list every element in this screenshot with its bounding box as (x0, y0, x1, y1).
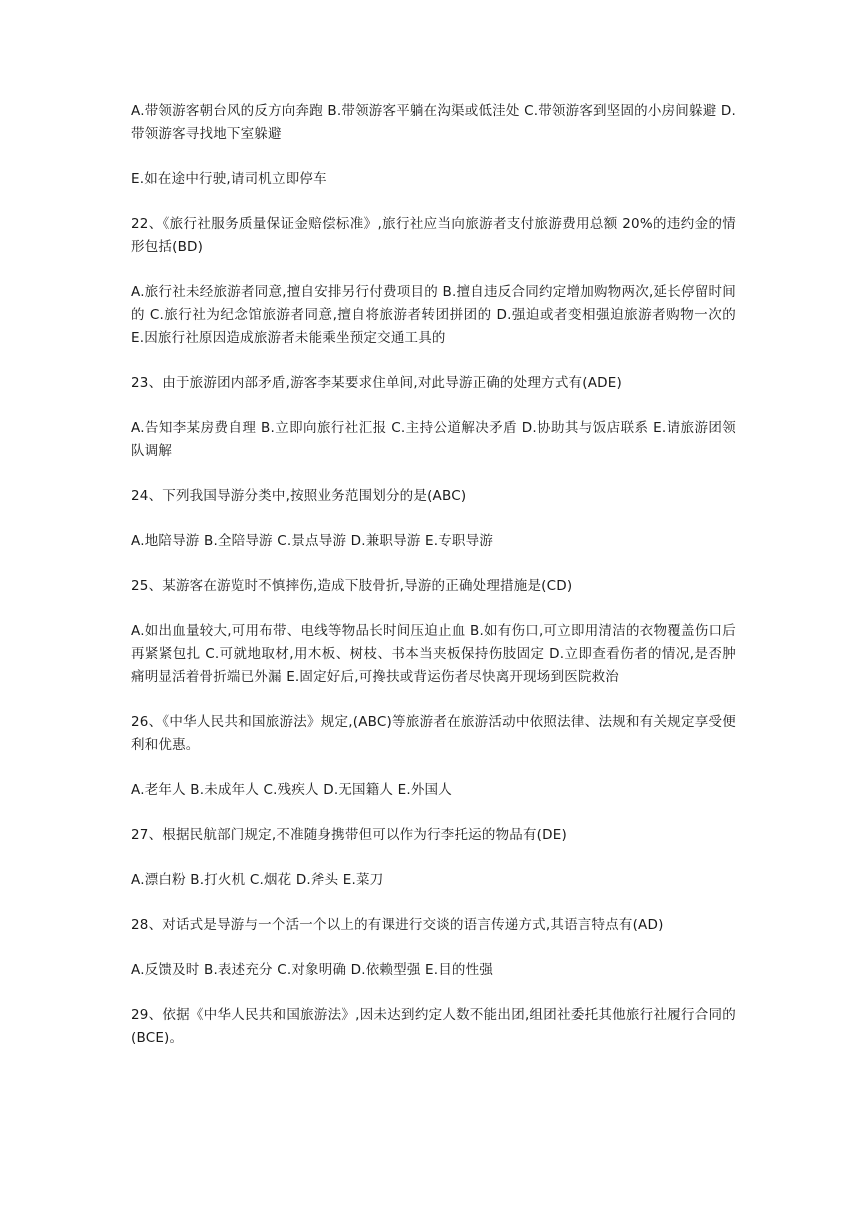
option-paragraph: E.如在途中行驶,请司机立即停车 (131, 171, 327, 187)
question-23: 23、由于旅游团内部矛盾,游客李某要求住单间,对此导游正确的处理方式有(ADE) (131, 375, 622, 391)
question-24-options: A.地陪导游 B.全陪导游 C.景点导游 D.兼职导游 E.专职导游 (131, 533, 494, 549)
question-24: 24、下列我国导游分类中,按照业务范围划分的是(ABC) (131, 488, 467, 504)
question-25-options: A.如出血量较大,可用布带、电线等物品长时间压迫止血 B.如有伤口,可立即用清洁的衣物覆盖伤口后再紧紧包扎 C.可就地取材,用木板、树枝、书本当夹板保持伤肢固定 D.立即查看伤者的情况,是否肿痛明显活着骨折端已外漏 E.固定好后,可搀扶或背运伤者尽快离开现场到医院救治 (131, 623, 736, 685)
question-27: 27、根据民航部门规定,不准随身携带但可以作为行李托运的物品有(DE) (131, 827, 567, 843)
question-28: 28、对话式是导游与一个活一个以上的有课进行交谈的语言传递方式,其语言特点有(AD) (131, 917, 664, 933)
question-23-options: A.告知李某房费自理 B.立即向旅行社汇报 C.主持公道解决矛盾 D.协助其与饭店联系 E.请旅游团领队调解 (131, 420, 736, 459)
question-26-options: A.老年人 B.未成年人 C.残疾人 D.无国籍人 E.外国人 (131, 782, 452, 798)
question-22-options: A.旅行社未经旅游者同意,擅自安排另行付费项目的 B.擅自违反合同约定增加购物两次,延长停留时间的 C.旅行社为纪念馆旅游者同意,擅自将旅游者转团拼团的 D.强迫或者变相强迫旅游者购物一次的 E.因旅行社原因造成旅游者未能乘坐预定交通工具的 (131, 284, 736, 346)
question-25: 25、某游客在游览时不慎摔伤,造成下肢骨折,导游的正确处理措施是(CD) (131, 578, 573, 594)
question-27-options: A.漂白粉 B.打火机 C.烟花 D.斧头 E.菜刀 (131, 872, 384, 888)
question-28-options: A.反馈及时 B.表述充分 C.对象明确 D.依赖型强 E.目的性强 (131, 962, 494, 978)
question-29: 29、依据《中华人民共和国旅游法》,因未达到约定人数不能出团,组团社委托其他旅行社履行合同的(BCE)。 (131, 1007, 736, 1046)
question-26: 26、《中华人民共和国旅游法》规定,(ABC)等旅游者在旅游活动中依照法律、法规和有关规定享受便利和优惠。 (131, 714, 736, 753)
question-22: 22、《旅行社服务质量保证金赔偿标准》,旅行社应当向旅游者支付旅游费用总额 20%的违约金的情形包括(BD) (131, 216, 736, 255)
document-content (131, 100, 736, 1072)
options-paragraph: A.带领游客朝台风的反方向奔跑 B.带领游客平躺在沟渠或低洼处 C.带领游客到坚固的小房间躲避 D.带领游客寻找地下室躲避 (131, 103, 736, 142)
